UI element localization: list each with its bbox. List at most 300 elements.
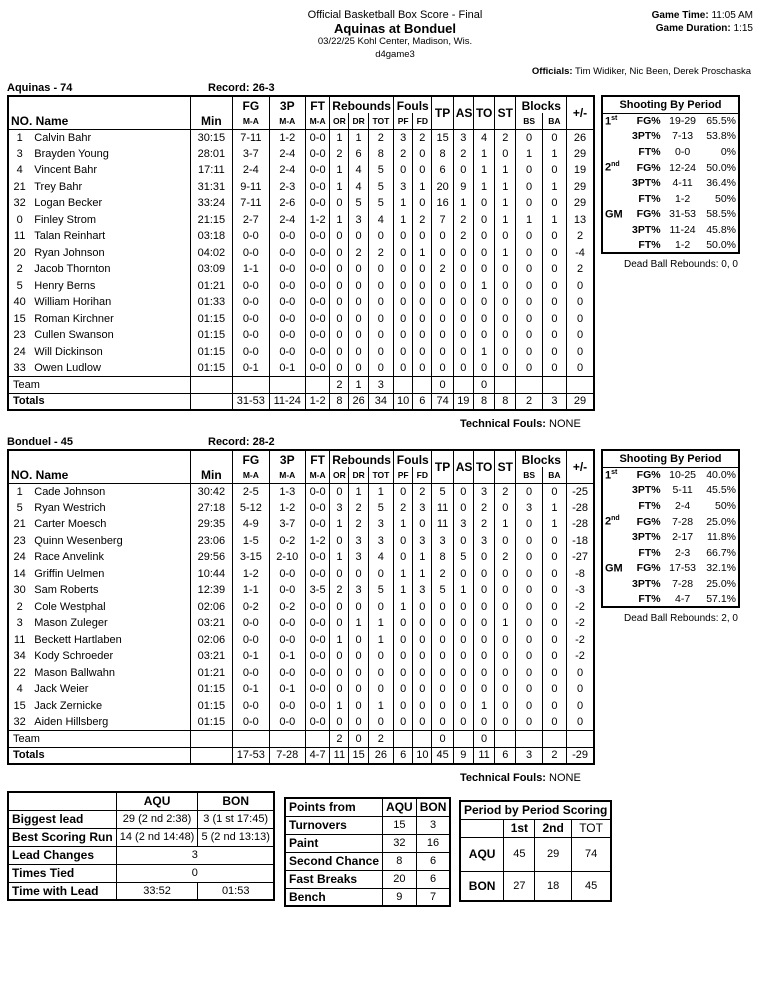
cell: 0 (453, 599, 473, 616)
cell: 0 (432, 360, 453, 377)
cell: 2 (8, 599, 30, 616)
cell: 0 (516, 327, 542, 344)
cell: 0 (330, 566, 349, 583)
col-as: AS (453, 450, 473, 483)
shooting-row (602, 514, 739, 530)
cell: 22 (8, 665, 30, 682)
cell: 0-1 (269, 681, 305, 698)
cell: 0 (495, 311, 516, 328)
cell: 01:15 (190, 360, 233, 377)
bonduel-player-table (7, 449, 595, 765)
cell: 0 (349, 632, 368, 649)
cell: 2 (473, 500, 494, 517)
totals-as: 9 (453, 747, 473, 764)
col-st: ST (495, 450, 516, 483)
cell: Calvin Bahr (30, 129, 190, 146)
points-from-row (285, 870, 450, 888)
cell: 6 (349, 146, 368, 163)
player-row (8, 261, 594, 278)
period-label (602, 144, 630, 160)
cell: 1 (542, 179, 566, 196)
col-bs: BS (516, 113, 542, 129)
time-with-lead-bon: 01:53 (198, 882, 274, 900)
cell: 0 (413, 698, 432, 715)
col-or: OR (330, 467, 349, 483)
shooting-row (602, 113, 739, 129)
cell: 0 (394, 245, 413, 262)
cell: 0-0 (269, 245, 305, 262)
cell: 03:09 (190, 261, 233, 278)
cell: 0 (542, 681, 566, 698)
player-row (8, 533, 594, 550)
cell: 0 (413, 360, 432, 377)
cell: Kody Schroeder (30, 648, 190, 665)
col-min: Min (190, 113, 233, 129)
cell: 0 (453, 648, 473, 665)
cell: 11 (8, 228, 30, 245)
cell: 3 (368, 533, 393, 550)
points-from-table (284, 797, 451, 907)
cell: 8 (432, 146, 453, 163)
cell: 0 (453, 698, 473, 715)
points-from-row (285, 888, 450, 906)
team-dr: 1 (349, 377, 368, 394)
period-label: 1st (605, 468, 618, 482)
aqu-p1: 45 (504, 837, 535, 871)
bonduel-record: Record: 28-2 (208, 436, 275, 448)
player-row (8, 648, 594, 665)
cell: 2 (495, 129, 516, 146)
cell: 0 (330, 245, 349, 262)
bonduel-team-title: Bonduel - 45 (7, 436, 74, 448)
cell: 0 (542, 483, 566, 500)
cell: Cade Johnson (30, 483, 190, 500)
cell: 0-0 (269, 582, 305, 599)
cell: 0 (394, 648, 413, 665)
col-spacer (8, 96, 30, 113)
cell: 0-0 (305, 195, 329, 212)
cell: 5 (368, 500, 393, 517)
cell: 3 (394, 179, 413, 196)
cell: 0 (349, 327, 368, 344)
cell: 0 (516, 294, 542, 311)
cell: 0 (330, 665, 349, 682)
stat-made: 2-3 (675, 546, 691, 559)
cell: 0 (473, 212, 494, 229)
team-tot: 2 (368, 731, 393, 748)
shooting-row (602, 238, 739, 254)
stat-label: 3PT% (632, 577, 661, 590)
cell: 0 (473, 261, 494, 278)
cell: 0-0 (305, 360, 329, 377)
cell: 0-0 (269, 261, 305, 278)
totals-st: 8 (495, 393, 516, 410)
cell: 1 (349, 483, 368, 500)
cell: 13 (567, 212, 594, 229)
cell: 3 (8, 146, 30, 163)
stat-pct: 25.0% (706, 577, 736, 590)
cell: Trey Bahr (30, 179, 190, 196)
bonduel-shooting-table (601, 449, 740, 608)
cell: 0 (567, 681, 594, 698)
cell: 0 (330, 681, 349, 698)
totals-tp3: 7-28 (269, 747, 305, 764)
cell: 29:35 (190, 516, 233, 533)
col-plus-minus: +/- (567, 96, 594, 129)
cell: 03:21 (190, 648, 233, 665)
totals-bs: 3 (516, 747, 542, 764)
totals-row (8, 393, 594, 410)
points-from-aqu: 15 (383, 816, 417, 834)
cell: 5 (8, 500, 30, 517)
aquinas-dead-ball-rebounds: Dead Ball Rebounds: 0, 0 (624, 259, 738, 270)
team-to: 0 (473, 731, 494, 748)
team-row (8, 731, 594, 748)
cell: 0 (394, 294, 413, 311)
cell: 0 (516, 483, 542, 500)
cell: 4-9 (233, 516, 269, 533)
col-fd: FD (413, 113, 432, 129)
cell: 0 (349, 294, 368, 311)
cell: 0 (542, 632, 566, 649)
player-row (8, 698, 594, 715)
cell: 2 (413, 129, 432, 146)
cell: 0 (349, 665, 368, 682)
cell: 0 (542, 129, 566, 146)
shooting-row (602, 222, 739, 238)
cell: 0 (567, 360, 594, 377)
lead-changes-value: 3 (116, 846, 274, 864)
cell: 0 (516, 549, 542, 566)
corner-cell (460, 819, 504, 837)
player-row (8, 549, 594, 566)
stat-made: 4-7 (675, 593, 691, 606)
cell: 0 (413, 146, 432, 163)
aquinas-team-title: Aquinas - 74 (7, 82, 73, 94)
stat-pct: 0% (720, 145, 736, 158)
cell: 0 (473, 681, 494, 698)
cell: 0 (473, 327, 494, 344)
points-from-row (285, 816, 450, 834)
cell: 0 (473, 549, 494, 566)
team-tp: 0 (432, 377, 453, 394)
stat-label: FG% (636, 562, 661, 575)
cell: 0 (495, 146, 516, 163)
cell: Logan Becker (30, 195, 190, 212)
period-label: 2nd (605, 515, 620, 528)
cell: Jacob Thornton (30, 261, 190, 278)
cell: Cullen Swanson (30, 327, 190, 344)
cell: 0 (516, 615, 542, 632)
totals-fg: 31-53 (233, 393, 269, 410)
cell: 0 (432, 278, 453, 295)
aquinas-record: Record: 26-3 (208, 82, 275, 94)
cell: 1 (330, 632, 349, 649)
period-label (602, 545, 630, 561)
cell: 2 (349, 500, 368, 517)
cell: 1-2 (233, 566, 269, 583)
cell: 2-4 (269, 146, 305, 163)
game-time-block (652, 9, 753, 35)
totals-pf: 6 (394, 747, 413, 764)
team-dr: 0 (349, 731, 368, 748)
cell: 4 (349, 162, 368, 179)
cell: 0 (394, 311, 413, 328)
times-tied-value: 0 (116, 864, 274, 882)
shooting-row (602, 144, 739, 160)
points-from-aqu: 20 (383, 870, 417, 888)
cell: Carter Moesch (30, 516, 190, 533)
cell: 03:18 (190, 228, 233, 245)
cell: 2 (330, 146, 349, 163)
best-run-aqu: 14 (2 nd 14:48) (116, 828, 198, 846)
cell: 1 (542, 212, 566, 229)
cell: 2-5 (233, 483, 269, 500)
cell: 0 (368, 261, 393, 278)
cell: 04:02 (190, 245, 233, 262)
cell: 0-0 (305, 483, 329, 500)
cell: 0 (394, 162, 413, 179)
cell: 2-10 (269, 549, 305, 566)
cell: 0 (349, 261, 368, 278)
totals-pm: 29 (567, 393, 594, 410)
cell: 3 (413, 582, 432, 599)
period-label (602, 592, 630, 608)
matchup-title: Aquinas at Bonduel (333, 21, 457, 36)
tech-label: Technical Fouls: (460, 418, 546, 430)
points-from-bon: 3 (416, 816, 450, 834)
player-row (8, 195, 594, 212)
shooting-row (602, 160, 739, 176)
cell: 2-6 (269, 195, 305, 212)
cell: 1 (394, 599, 413, 616)
cell: 0-0 (305, 665, 329, 682)
cell: 0 (330, 294, 349, 311)
totals-to: 8 (473, 393, 494, 410)
shooting-row (602, 207, 739, 223)
cell: 01:21 (190, 278, 233, 295)
cell: 0 (473, 582, 494, 599)
bonduel-technical-fouls (460, 772, 581, 784)
cell: 1 (394, 195, 413, 212)
best-run-label: Best Scoring Run (8, 828, 116, 846)
cell: 4 (368, 549, 393, 566)
cell: 0 (542, 162, 566, 179)
cell: 0 (413, 278, 432, 295)
cell: 1-2 (269, 129, 305, 146)
cell: 16 (432, 195, 453, 212)
cell: 0-0 (233, 698, 269, 715)
cell: 0 (394, 278, 413, 295)
cell: 0 (413, 327, 432, 344)
shooting-row (602, 191, 739, 207)
cell: 0 (368, 344, 393, 361)
col-min: Min (190, 467, 233, 483)
team-label: Team (8, 731, 190, 748)
cell: 0 (394, 327, 413, 344)
cell: 0 (495, 681, 516, 698)
cell: 17:11 (190, 162, 233, 179)
cell: 1 (413, 566, 432, 583)
col-blocks: Blocks (516, 96, 567, 113)
cell: 0 (542, 714, 566, 731)
cell: 0-0 (305, 698, 329, 715)
points-from-label: Fast Breaks (285, 870, 383, 888)
col-as: AS (453, 96, 473, 129)
totals-ft: 1-2 (305, 393, 329, 410)
cell: 1 (473, 179, 494, 196)
shooting-title: Shooting By Period (602, 96, 739, 113)
cell: 1 (495, 162, 516, 179)
cell: 1 (330, 179, 349, 196)
cell: 3 (413, 533, 432, 550)
cell: 0 (349, 681, 368, 698)
cell: 01:33 (190, 294, 233, 311)
report-header (230, 9, 560, 61)
cell: 0-1 (269, 360, 305, 377)
cell: 0 (349, 648, 368, 665)
cell: 0 (542, 278, 566, 295)
cell: 0 (542, 698, 566, 715)
biggest-lead-label: Biggest lead (8, 810, 116, 828)
totals-tp: 74 (432, 393, 453, 410)
cell: 0 (516, 648, 542, 665)
cell: 40 (8, 294, 30, 311)
shooting-row (602, 175, 739, 191)
stat-made: 19-29 (669, 115, 697, 128)
cell: 0 (330, 327, 349, 344)
stat-pct: 25.0% (706, 515, 736, 528)
cell: 1 (495, 245, 516, 262)
player-row (8, 615, 594, 632)
cell: 29 (567, 146, 594, 163)
cell: 0 (413, 311, 432, 328)
team-tp: 0 (432, 731, 453, 748)
stat-pct: 45.5% (706, 484, 736, 497)
cell: 14 (8, 566, 30, 583)
stat-pct: 66.7% (706, 546, 736, 559)
cell: 0 (394, 549, 413, 566)
cell: 0-0 (305, 245, 329, 262)
shooting-row (602, 592, 739, 608)
cell: 0 (413, 344, 432, 361)
player-row (8, 516, 594, 533)
shooting-row (602, 129, 739, 145)
cell: 0 (432, 615, 453, 632)
cell: 0 (413, 665, 432, 682)
cell: Brayden Young (30, 146, 190, 163)
cell: 0 (432, 599, 453, 616)
period-label (602, 238, 630, 254)
col-tp: TP (432, 96, 453, 129)
cell: 1 (473, 698, 494, 715)
cell: 0 (453, 278, 473, 295)
cell: 3 (349, 549, 368, 566)
cell: 32 (8, 195, 30, 212)
cell: 0 (453, 344, 473, 361)
cell: 23:06 (190, 533, 233, 550)
cell: Quinn Wesenberg (30, 533, 190, 550)
cell: 1 (394, 582, 413, 599)
cell: 0 (516, 566, 542, 583)
cell: 33 (8, 360, 30, 377)
cell: 0 (368, 228, 393, 245)
cell: 0-0 (269, 632, 305, 649)
cell: 0 (542, 311, 566, 328)
period-label (602, 576, 630, 592)
cell: 0 (542, 228, 566, 245)
cell: 0 (368, 566, 393, 583)
cell: 1 (8, 483, 30, 500)
cell: 0 (516, 179, 542, 196)
cell: 0 (567, 311, 594, 328)
totals-or: 8 (330, 393, 349, 410)
cell: 0 (394, 344, 413, 361)
cell: 0-0 (305, 516, 329, 533)
cell: Jack Zernicke (30, 698, 190, 715)
cell: 0 (516, 162, 542, 179)
cell: 0 (567, 327, 594, 344)
cell: 0 (432, 632, 453, 649)
times-tied-label: Times Tied (8, 864, 116, 882)
cell: 0 (453, 681, 473, 698)
cell: 10:44 (190, 566, 233, 583)
cell: 2 (330, 582, 349, 599)
col-dr: DR (349, 113, 368, 129)
cell: 0 (413, 261, 432, 278)
cell: 02:06 (190, 632, 233, 649)
cell: 11 (432, 516, 453, 533)
totals-or: 11 (330, 747, 349, 764)
cell: 1 (516, 212, 542, 229)
totals-bs: 2 (516, 393, 542, 410)
cell: 0-2 (269, 533, 305, 550)
cell: 1 (413, 245, 432, 262)
totals-tp: 45 (432, 747, 453, 764)
col-bon: BON (198, 792, 274, 810)
cell: 0 (413, 228, 432, 245)
cell: 1 (495, 195, 516, 212)
cell: -2 (567, 599, 594, 616)
cell: 0-0 (305, 311, 329, 328)
cell: 0 (495, 566, 516, 583)
cell: 2-4 (269, 212, 305, 229)
totals-fg: 17-53 (233, 747, 269, 764)
cell: 1-5 (233, 533, 269, 550)
cell: 0-0 (233, 665, 269, 682)
cell: Sam Roberts (30, 582, 190, 599)
player-row (8, 360, 594, 377)
cell: 0-0 (305, 681, 329, 698)
cell: 1 (330, 549, 349, 566)
stat-label: 3PT% (632, 484, 661, 497)
cell: 0 (495, 714, 516, 731)
cell: 0 (495, 278, 516, 295)
cell: 5 (432, 582, 453, 599)
col-spacer (30, 96, 190, 113)
cell: 2-7 (233, 212, 269, 229)
cell: 0-0 (269, 311, 305, 328)
cell: 0-0 (305, 648, 329, 665)
team-or: 2 (330, 731, 349, 748)
col-spacer (190, 96, 233, 113)
cell: 0 (473, 228, 494, 245)
player-row (8, 681, 594, 698)
cell: Henry Berns (30, 278, 190, 295)
cell: 5-12 (233, 500, 269, 517)
cell: 0 (495, 327, 516, 344)
col-3p: 3P (269, 96, 305, 113)
